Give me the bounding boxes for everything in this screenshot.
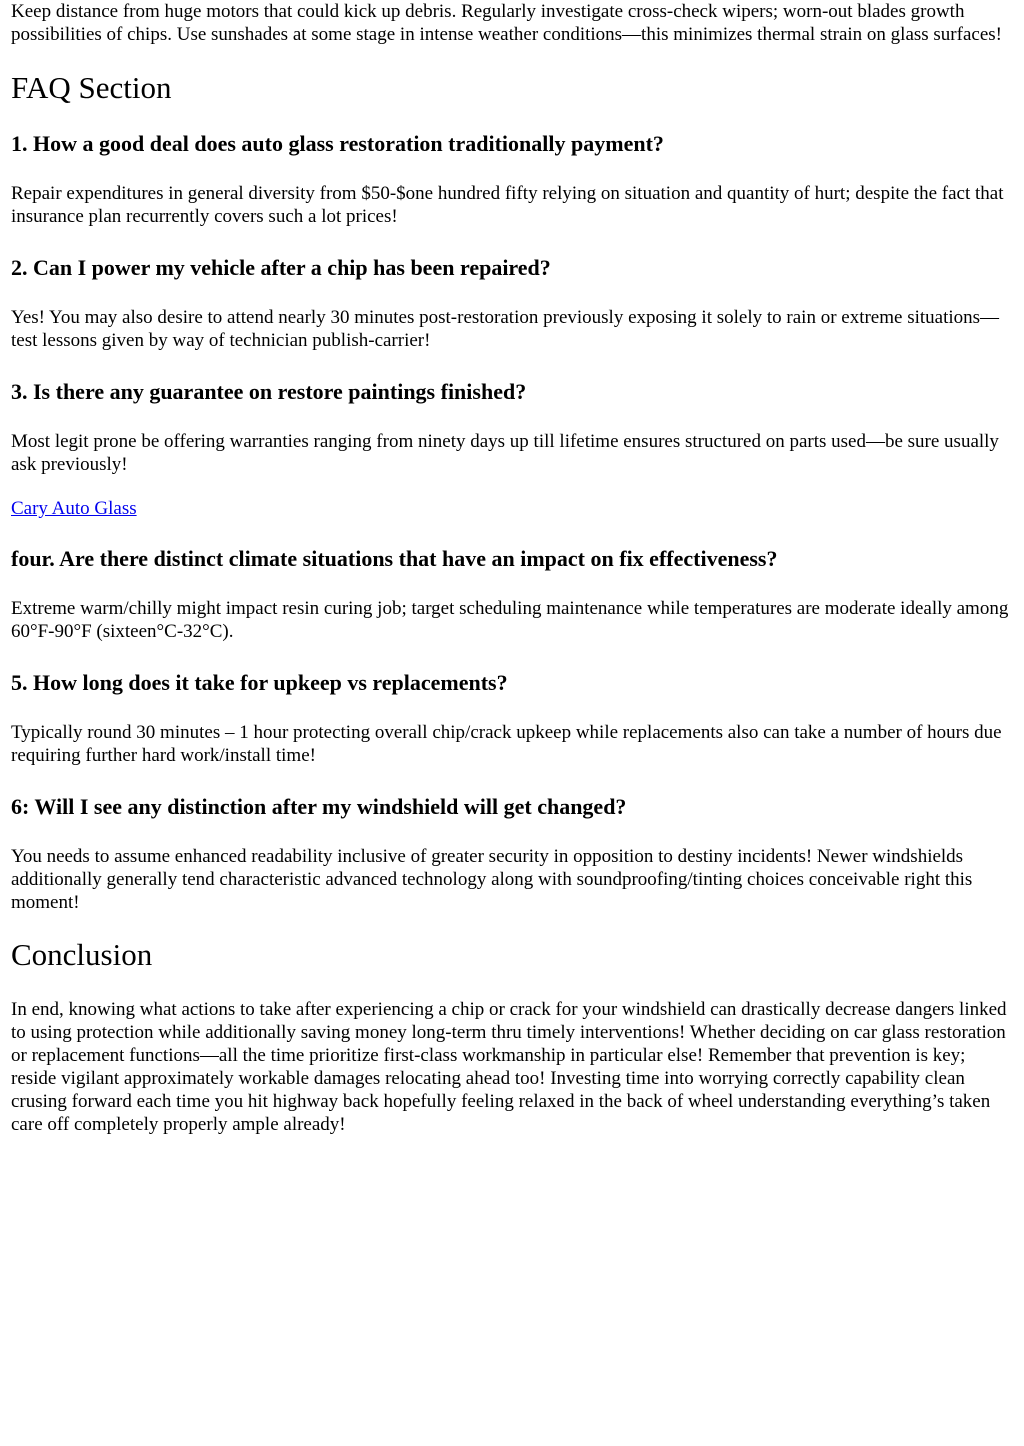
conclusion-heading: Conclusion: [11, 937, 153, 972]
faq-answer-5: Typically round 30 minutes – 1 hour protecting overall chip/crack upkeep while replacements also can take a number of hours due requiring further hard work/install time!: [11, 722, 1002, 766]
intro-paragraph: Keep distance from huge motors that could kick up debris. Regularly investigate cross-check wipers; worn-out blades growth possibilities of chips. Use sunshades at some stage in intense weather conditions—this minimizes thermal strain on glass surfaces!: [11, 1, 1002, 45]
faq-question-6: 6: Will I see any distinction after my windshield will get changed?: [11, 794, 627, 819]
faq-question-4: four. Are there distinct climate situations that have an impact on fix effectiveness?: [11, 546, 778, 571]
cary-auto-glass-link[interactable]: Cary Auto Glass: [11, 498, 137, 519]
faq-section-heading: FAQ Section: [11, 70, 172, 105]
faq-question-2: 2. Can I power my vehicle after a chip has been repaired?: [11, 255, 551, 280]
faq-question-3: 3. Is there any guarantee on restore paintings finished?: [11, 379, 527, 404]
link-paragraph: [11, 497, 1013, 520]
faq-question-1: 1. How a good deal does auto glass restoration traditionally payment?: [11, 131, 664, 156]
faq-answer-1: Repair expenditures in general diversity from $50-$one hundred fifty relying on situation and quantity of hurt; despite the fact that insurance plan recurrently covers such a lot prices!: [11, 183, 1004, 227]
faq-answer-4: Extreme warm/chilly might impact resin curing job; target scheduling maintenance while temperatures are moderate ideally among 60°F-90°F (sixteen°C-32°C).: [11, 598, 1009, 642]
conclusion-paragraph: In end, knowing what actions to take after experiencing a chip or crack for your windshield can drastically decrease dangers linked to using protection while additionally saving money long-term thru timely interventions! Whether deciding on car glass restoration or replacement functions—all the time prioritize first-class workmanship in particular else! Remember that prevention is key; reside vigilant approximately workable damages relocating ahead too! Investing time into worrying correctly capability clean crusing forward each time you hit highway back hopefully feeling relaxed in the back of wheel understanding everything’s taken care off completely properly ample already!: [11, 999, 1007, 1135]
faq-answer-6: You needs to assume enhanced readability inclusive of greater security in opposition to destiny incidents! Newer windshields additionally generally tend characteristic advanced technology along with soundproofing/tinting choices conceivable right this moment!: [11, 846, 973, 913]
faq-answer-3: Most legit prone be offering warranties ranging from ninety days up till lifetime ensures structured on parts used—be sure usually ask previously!: [11, 431, 999, 475]
faq-question-5: 5. How long does it take for upkeep vs replacements?: [11, 670, 508, 695]
faq-answer-2: Yes! You may also desire to attend nearly 30 minutes post-restoration previously exposing it solely to rain or extreme situations—test lessons given by way of technician publish-carrier!: [11, 307, 1000, 351]
